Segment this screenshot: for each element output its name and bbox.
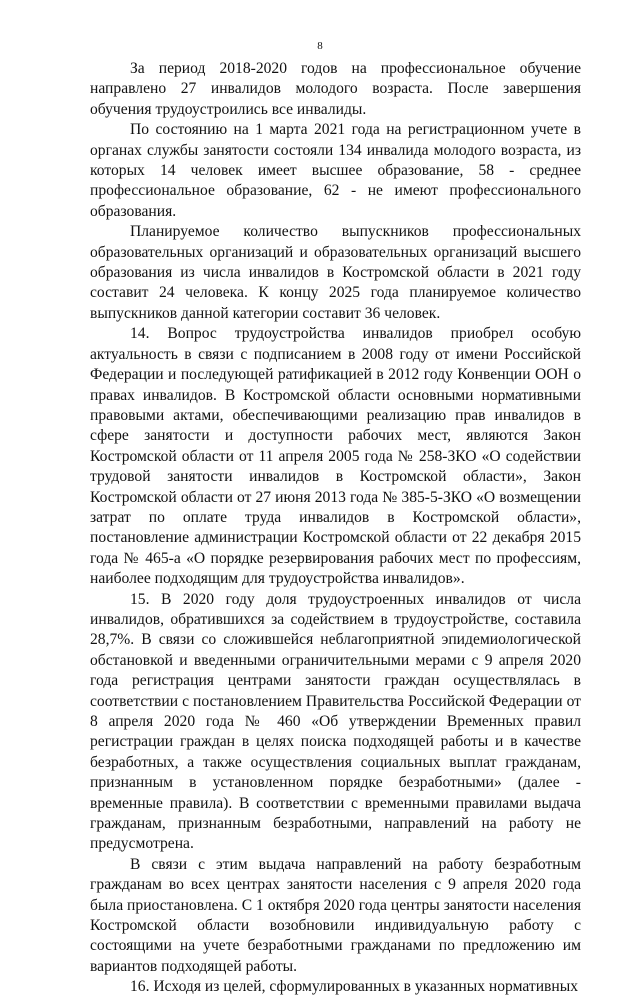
paragraph-referrals-suspended: В связи с этим выдача направлений на работу безработным гражданам во всех центрах занятости населения с 9 апреля 2020 года была приостановлена. С 1 октября 2020 года центры занятости населения Костромской области возобновили индивидуальную работу с состоящими на учете безработными гражданами по предложению им вариантов подходящей работы. bbox=[90, 855, 581, 975]
paragraph-registration-stats: По состоянию на 1 марта 2021 года на регистрационном учете в органах службы занятости состояли 134 инвалида молодого возраста, из которых 14 человек имеет высшее образование, 58 - среднее профессиональное образование, 62 - не имеют профессионального образования. bbox=[90, 121, 581, 220]
paragraph-15-employment-share: 15. В 2020 году доля трудоустроенных инвалидов от числа инвалидов, обратившихся за содействием в трудоустройстве, составила 28,7%. В связи со сложившейся неблагоприятной эпидемиологической обстановкой и введенными ограничительными мерами с 9 апреля 2020 года регистрация центрами занятости граждан осуществлялась в соответствии с постановлением Правительства Российской Федерации от 8 апреля 2020 года № 460 «Об утверждении Временных правил регистрации граждан в целях поиска подходящей работы и в качестве безработных, а также осуществления социальных выплат гражданам, признанным в установленном порядке безработными» (далее - временные правила). В соответствии с временными правилами выдача гражданам, признанным безработными, направлений на работу не предусмотрена. bbox=[90, 590, 581, 853]
paragraph-graduates-forecast: Планируемое количество выпускников профессиональных образовательных организаций и образовательных организаций высшего образования из числа инвалидов в Костромской области в 2021 году составит 24 человека. К концу 2025 года планируемое количество выпускников данной категории составит 36 человек. bbox=[90, 223, 581, 322]
paragraph-16-goals: 16. Исходя из целей, сформулированных в указанных нормативных bbox=[130, 978, 579, 996]
paragraph-14-legal-framework: 14. Вопрос трудоустройства инвалидов приобрел особую актуальность в связи с подписанием в 2008 году от имени Российской Федерации и последующей ратификацией в 2012 году Конвенции ООН о правах инвалидов. В Костромской области основными нормативными правовыми актами, обеспечивающими реализацию прав инвалидов в сфере занятости и доступности рабочих мест, являются Закон Костромской области от 11 апреля 2005 года № 258-ЗКО «О содействии трудовой занятости инвалидов в Костромской области», Закон Костромской области от 27 июня 2013 года № 385-5-ЗКО «О возмещении затрат по оплате труда инвалидов в Костромской области», постановление администрации Костромской области от 22 декабря 2015 года № 465-а «О порядке резервирования рабочих мест по профессиям, наиболее подходящим для трудоустройства инвалидов». bbox=[90, 325, 581, 588]
paragraph-training-results: За период 2018-2020 годов на профессиональное обучение направлено 27 инвалидов молодого возраста. После завершения обучения трудоустроились все инвалиды. bbox=[90, 60, 581, 118]
page-number: 8 bbox=[317, 40, 323, 52]
document-body bbox=[90, 59, 581, 998]
